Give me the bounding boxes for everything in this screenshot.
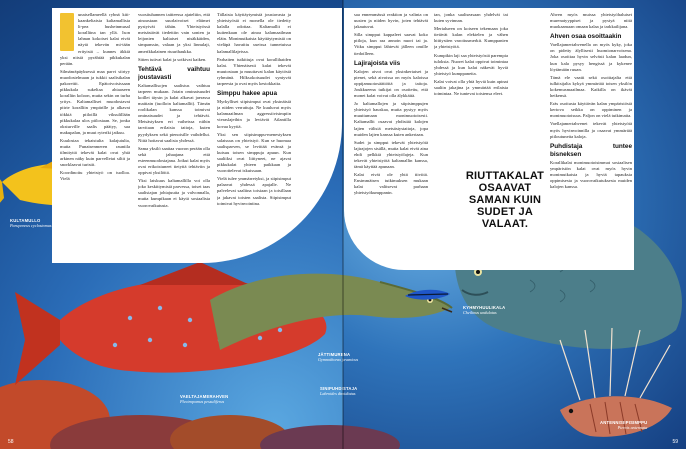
caption-sinipuhdistaja — [320, 386, 357, 396]
paragraph: Ahven myös muissa yhteistyöhaluiset murenatyyppiset ja pystyä niitä muokaamaan omaan kalaa ja tarkkailijana. — [550, 12, 632, 30]
right-column-3 — [550, 12, 632, 267]
caption-jattimurena — [318, 352, 358, 362]
right-column-1 — [354, 12, 428, 237]
paragraph: Vielä tulee ymmärretyksi, ja siipisimput palaavat yhdessä apajalle. Ne palvelevat saaliina toisiaan ja toisillaan ja jakavat toisten saalista. Siipisimput toimivat hyvinvointina. — [217, 176, 291, 206]
paragraph: Parhaiten tutkittuja ovat korallihaiden kalat. Yhtenäisesti kalat tekevät muutostaan ja muuttavat kalan käytöstä ryhmänä. Hilksokoisuudet syntyvät tarpeesta ja ovat myös kestokkaita. — [217, 56, 291, 87]
paragraph: Kalat voivat olla yhtä hyviä kuin apinat saaliin jakajina ja ymmärtää erilaista toimintaa. Ne tuntevat toistensa eleet. — [434, 78, 508, 97]
paragraph: Silla simpput kappaleet saavat koko piiloja, kun raa annoin nuori tai ja. Vitku simpput lähtevät jälleen omille tiedoilleen. — [354, 32, 428, 56]
caption-name: SINIPUHDISTAJA — [320, 386, 358, 391]
caption-name: ANTENNISIIPISIMPPU — [600, 420, 648, 425]
page-gutter — [342, 0, 344, 449]
paragraph: Kaltamallisojen saalistus vaihtuu tarpeen mukaan. Jotain ominaisuudet koillet täysin ja kalat alkavat jaerassa maittain (tuolloin kaltamallit). Tämän roolikalan kanssa toimivat ominaisuudet ja tehtävät. Metsästyksen eri vaiheissa niihin tarvitaan erilaisia taitoja, kuten pyydyksen sekä pienoisille vaihdellut. Niitä hoitavat saalista yhdessä. — [138, 82, 210, 143]
caption-name: KYHMYHUULIKALA — [463, 305, 506, 310]
caption-antennisiipisimppu — [600, 420, 647, 430]
paragraph: Kalat eivät ole yhtä tiiviitä. Ensimmäisen tutkimuksen mukaan kalat valitsevat parhaan yhteistyökumppanin. — [354, 172, 428, 196]
paragraph: Kuulostaa tekaistulta kalajutulta, mutta Punaisenmeren rauniila tilmityttä tekevät kalat ovat yhtä arkinen näky kuin parvelleiat siltit ja snorklaavat turistit. — [60, 137, 130, 168]
pull-quote: RIUTTAKALAT OSAAVAT SAMAN KUIN SUDET JA VALAAT. — [465, 170, 545, 230]
subheading: Ahven osaa osoittaakin — [550, 33, 622, 41]
paragraph: saa ennemmässä reaktion ja valinta on uusien ja niiden hyvin, joten tehtävät jakautuvat. — [354, 12, 428, 30]
paragraph: Tämä ele vaatii sekä osoittajalta että tulkitsijalta kykyä ymmärtää toisen yksilön kokemusmaailmaa. Kaikilla on ikävät hetkensä. — [550, 74, 632, 99]
paragraph: Eräs osoitusta käyttävän kalan ympäristöstä kertova seikka on oppiminen ja monimuotoisuus. Paljon on vielä tutkimatta. — [550, 101, 632, 119]
page-number-left: 58 — [8, 439, 14, 445]
subheading: Simppu hakee apua — [217, 90, 278, 98]
caption-latin: Gymnothorax javanicus — [318, 357, 359, 362]
subheading: Tehtävä vaihtuu joustavasti — [138, 65, 210, 81]
paragraph: Vaellajamertahvenella on myös kyky, joka on pidetty älyllisesti huomionarvoisena. Joka osoittaa hyvin selvästi kalan laadun, kun kala pysyy hengissä ja kykenee löytämään ruuan. — [550, 42, 632, 72]
paragraph: Merialueen on koiseen tekemaan joka tietävät kalan elekielen ja vähen hittiystien varoitusmerkit. Kumppanien ja yhteistyötä. — [434, 26, 508, 50]
paragraph: Jo kaltamallojen ja siipisimppujen yhteistyö hauskaa, mutta pystyy myös muuttumaan monimuotoisesti. Kaltamallit osaavat yhdistää kalojen lajien välisiä metsästystaitoja, jopa muiden lajien kanssa kuten ankeriaan. — [354, 101, 428, 137]
caption-kyhmyhuulikala — [463, 305, 505, 315]
paragraph: Yksi sen siipisimppu-menestyksen salaisuus on yhteistyö. Kun se huomaa saalisparven, se levittää evänsä ja kutsuu toisen simppuja apuun. Kun saaliiksi ovat liittyneet, ne ajavat pikkukalat yhteen paikkaan ja vuorottelevat iskuissaan. — [217, 131, 291, 174]
subheading: Puhdistaja tuntee bisneksen — [550, 142, 632, 158]
caption-kultamullo — [10, 218, 52, 228]
left-column-1 — [60, 12, 130, 244]
paragraph: Sitten tutivat kalat ja sotkivat kaiken. — [138, 56, 207, 62]
paragraph: tan, jonka saaliseasaan yhdelvät tai kuten syvinnan. — [434, 12, 508, 24]
paragraph: Kalojen aivot ovat yksinkertaiset ja pienet, sekä aivoissa on myös kaloissa oppijamuotosäätiöitä ja taitoja. Joukkueena tutkijat on osoitettu, että monet kalat voivat olla älykkäitä. — [354, 68, 428, 99]
paragraph: Sudet ja simpput tekevät yhteistyötä lajirajojen sisällä, mutta kalat eivät aina ehdi pelkkiä yhteistyölajeja. Kun tekevät yhteistyötä kaltamallin kanssa, tämä käyttää apunaan. — [354, 139, 428, 170]
right-column-2 — [434, 12, 508, 157]
left-column-3 — [217, 12, 291, 224]
paragraph: Koordinoitu yhteistyö on tuolloa. Vielä — [60, 170, 130, 182]
paragraph: Myrkylliset siipisimput ovat yksinäisiä ja niiden verrattuja. Ne kuuluvat myös kalamaailman aggressiivisimpiin vieraslajeihin ja leviävät Atlantilla kovaa kyytiä. — [217, 99, 291, 129]
subheading: Lajirajoista viis — [354, 59, 401, 67]
caption-name: VAELTAJAMERAHVEN — [180, 394, 229, 399]
caption-latin: Parupeneus cyclostomus — [10, 223, 52, 228]
paragraph: Kumpikin laji saa yhteistyöstä parempia tuloksia. Nuoret kalat oppivat toimintaa yhdessä ja kun kalat näkevät hyviä yhteistyö kumppaneita. — [434, 52, 508, 76]
paragraph: Tällaista käyttäytymistä joustavasta ja yhteistyöstä ei monella ole tiedetty kalalla odottaa. Kaltamallit ei kuitenkaan ole ainoa kalamaailman eläin. Monimutkaista käyttäytymistä on vieläpä havaittu useissa tunnetuissa kalamallilajeissa. — [217, 12, 291, 54]
caption-latin: Pterois antennata — [617, 425, 648, 430]
caption-name: JÄTTIMURENA — [318, 352, 351, 357]
paragraph: unaisellameellä rybnä kiti-kaankeltaisia kaltamallisia li-pea husheinmusal koralliina tan yllä. Ison lahnan kokoiset kalat eivät näytä tekevän mi-tään erityistä – kunnes äkkiä yksi niistä pyrähtää pikkukalan perään. — [60, 12, 130, 66]
paragraph: Korallikalat monimuotoisimmat sosiaalisen ympäristön kalat ovat myös hyvin monimutkaisia ja hyviä tapauksia oppimisesta ja vuorovaikutuksesta muiden kalojen kanssa. — [550, 159, 632, 190]
paragraph: Vaellajamertahvenet tekevät yhteistyötä myös hyvinvoinnilla ja osaavat ymmärtää piiloutuneita kaloja. — [550, 121, 632, 139]
drop-cap — [60, 13, 74, 51]
caption-vaeltajamerahven — [180, 394, 228, 404]
paragraph: Silmänräpäyksessä maa parvi siirtyy muodostelmaan ja tukkii saalisikalan pakoreitit. Epätoivoisissaan pikkukala sukeltaa ahtaaseen koralliin koloon, mutta sekin on turha yritys. Kaltamalliset muodostavat pitrie koralliin ympärille ja alkavat tökkiä piiloillä viksulillään pikkukalaa ulos piilostaan. Se, jonka oksturville saalis päätyy, saa makupalan, ja muut ryteriki jatkuu. — [60, 68, 130, 135]
paragraph: vuosituhannen taitteessa ajateltiin, että ainoastaan suurlaivoiset eläimet pystyivät tähän. Yhteistyössä metsästävät tiedettiin vain sonien ja leijonien kaltaiset nisäkkäiden, simpanssin, valaan ja yksi linnulaji, amerikkalainen rtuurihaukka. — [138, 12, 210, 54]
paragraph: Yksi laiskuus kaltamallilla voi olla joko keskittymistä parvessa, toiset taas saalistajan johtajuutta ja valvonnalla, mutta kumpikaan ei käytä sosiaalista vuorovaikutusta. — [138, 178, 210, 208]
caption-latin: Labroides dimidiatus — [320, 391, 356, 396]
caption-latin: Cheilinus undulatus — [463, 310, 497, 315]
caption-latin: Plectropomus pessuliferus — [180, 399, 225, 404]
paragraph: Sama yksilö saattaa vuoron perään olla sekä jahaajana että esteenmuodostajana. Jotkut kalat myös ovat erikoistuneet tietyttä tehtäviin ja oppivat yksilöitä. — [138, 145, 210, 176]
left-column-2 — [138, 12, 210, 222]
page-number-right: 59 — [672, 439, 678, 445]
caption-name: KULTAMULLO — [10, 218, 41, 223]
